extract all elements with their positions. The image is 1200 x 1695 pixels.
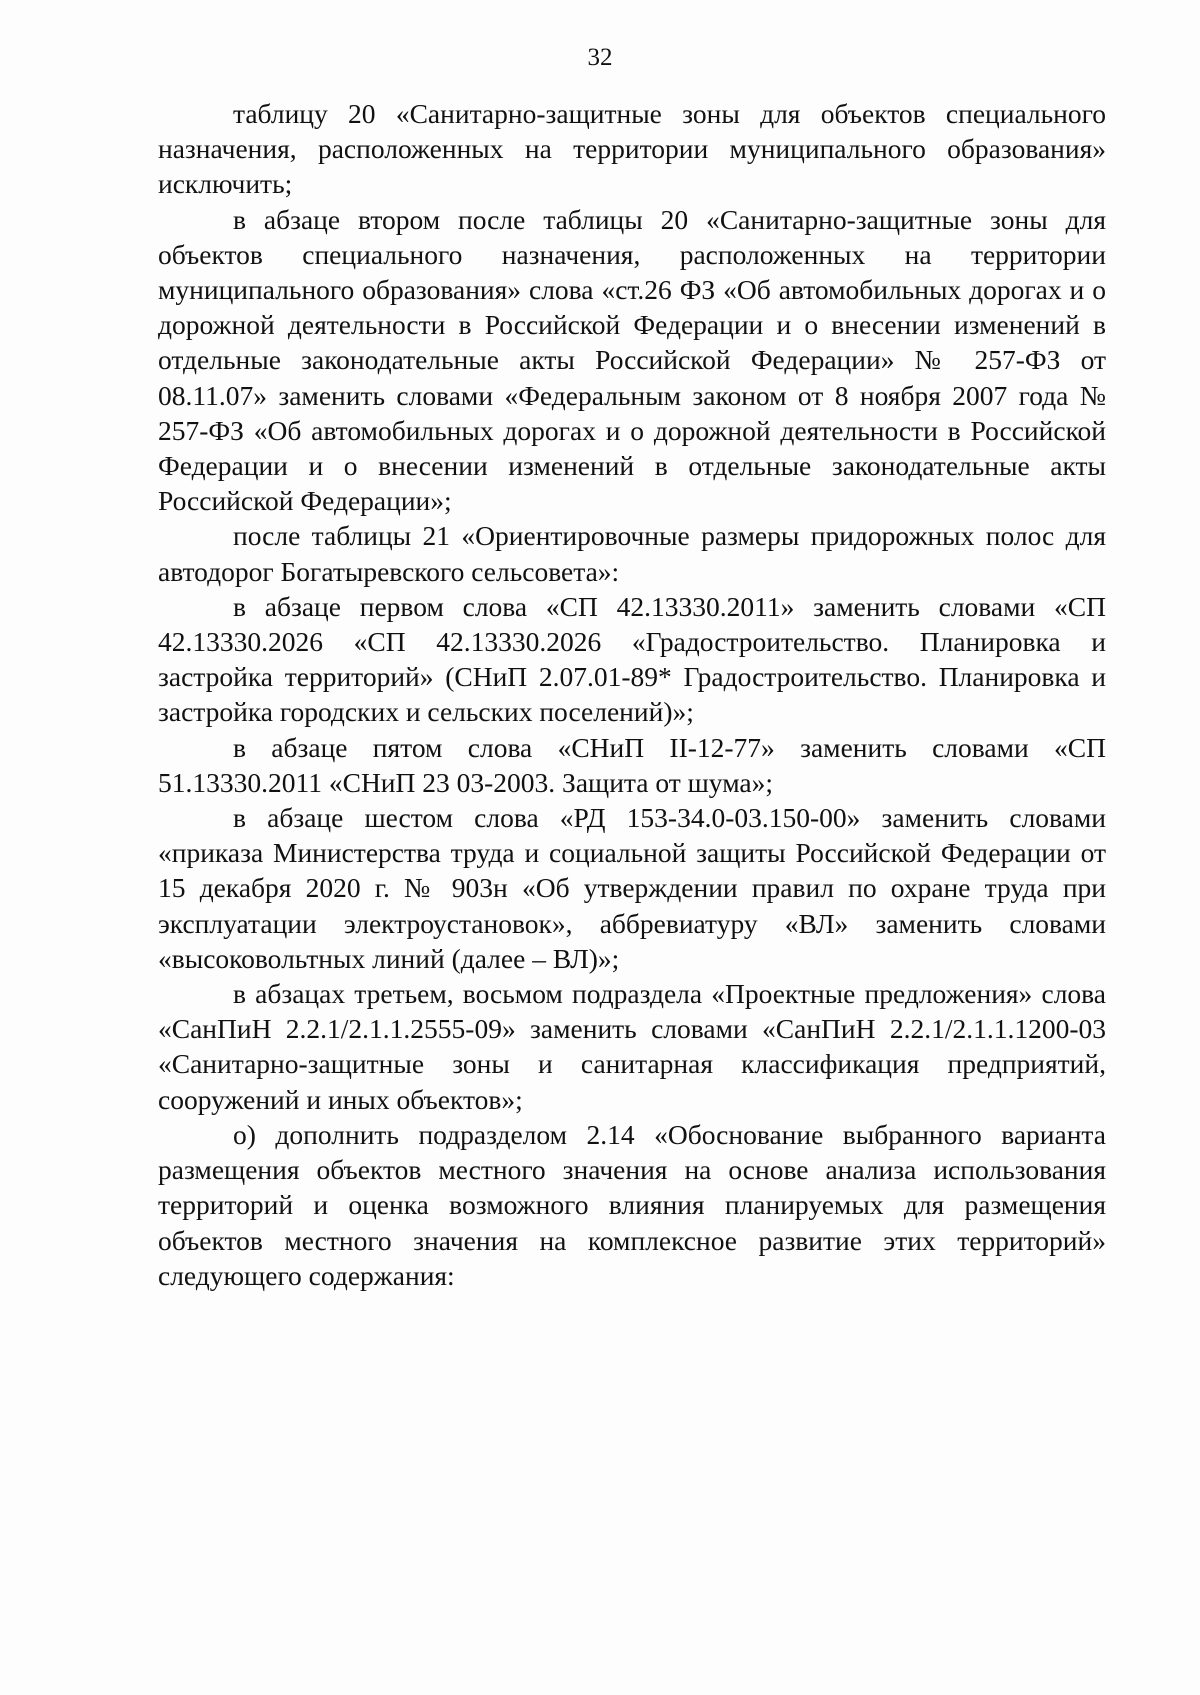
paragraph-after-table-21: после таблицы 21 «Ориентировочные размеры придорожных полос для автодорог Богатыревского сельсовета»: — [158, 520, 1106, 587]
paragraph-sanpin-replacement: в абзацах третьем, восьмом подраздела «Проектные предложения» слова «СанПиН 2.2.1/2.1.1.2555-09» заменить словами «СанПиН 2.2.1/2.1.1.1200-03 «Санитарно-защитные зоны и санитарная классификация предприятий, сооружений и иных объектов»; — [158, 978, 1106, 1115]
paragraph-table-20-exclusion: таблицу 20 «Санитарно-защитные зоны для объектов специального назначения, расположенных на территории муниципального образования» исключить; — [158, 98, 1106, 200]
paragraph-first-sp-replacement: в абзаце первом слова «СП 42.13330.2011» заменить словами «СП 42.13330.2026 «СП 42.13330.2026 «Градостроительство. Планировка и застройка территорий» (СНиП 2.07.01-89* Градостроительство. Планировка и застройка городских и сельских поселений)»; — [158, 590, 1106, 728]
document-body — [158, 96, 1106, 1293]
paragraph-second-after-table-20: в абзаце втором после таблицы 20 «Санитарно-защитные зоны для объектов специального назначения, расположенных на территории муниципального образования» слова «ст.26 ФЗ «Об автомобильных дорогах и о дорожной деятельности в Российской Федерации и о внесении изменений в отдельные законодательные акты Российской Федерации» № 257-ФЗ от 08.11.07» заменить словами «Федеральным законом от 8 ноября 2007 года № 257-ФЗ «Об автомобильных дорогах и о дорожной деятельности в Российской Федерации и о внесении изменений в отдельные законодательные акты Российской Федерации»; — [158, 203, 1106, 517]
page-number: 32 — [587, 44, 613, 71]
paragraph-fifth-snip-replacement: в абзаце пятом слова «СНиП II-12-77» заменить словами «СП 51.13330.2011 «СНиП 23 03-2003. Защита от шума»; — [158, 731, 1106, 798]
paragraph-subsection-2-14: о) дополнить подразделом 2.14 «Обоснование выбранного варианта размещения объектов местного значения на основе анализа использования территорий и оценка возможного влияния планируемых для размещения объектов местного значения на комплексное развитие этих территорий» следующего содержания: — [158, 1118, 1106, 1291]
paragraph-sixth-rd-replacement: в абзаце шестом слова «РД 153-34.0-03.150-00» заменить словами «приказа Министерства труда и социальной защиты Российской Федерации от 15 декабря 2020 г. № 903н «Об утверждении правил по охране труда при эксплуатации электроустановок», аббревиатуру «ВЛ» заменить словами «высоковольтных линий (далее – ВЛ)»; — [158, 802, 1106, 974]
